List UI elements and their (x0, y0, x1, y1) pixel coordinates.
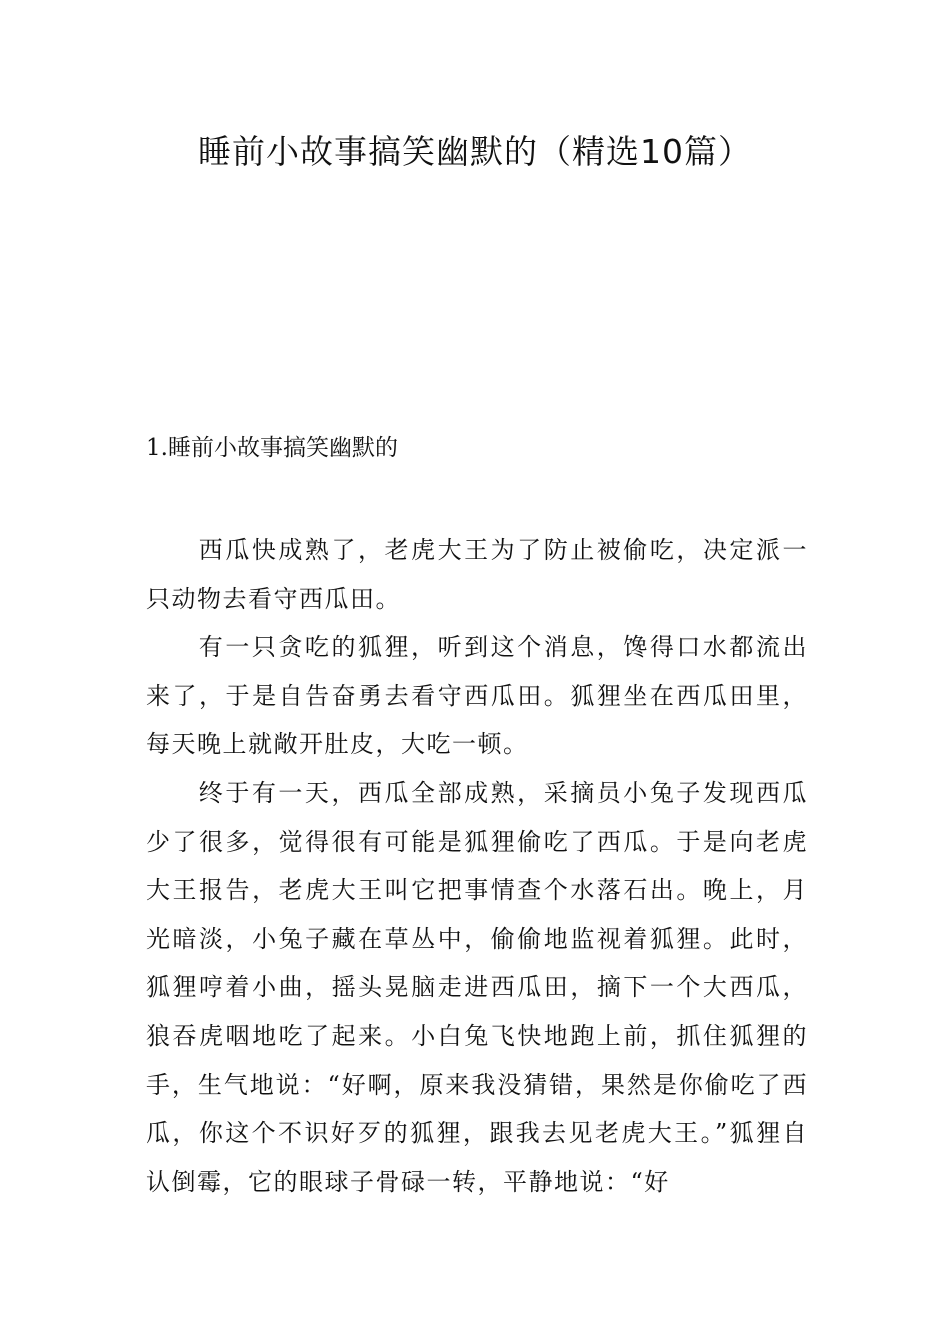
section-heading: 1.睡前小故事搞笑幽默的 (146, 435, 398, 461)
paragraph: 西瓜快成熟了，老虎大王为了防止被偷吃，决定派一只动物去看守西瓜田。 (146, 536, 808, 613)
document-title: 睡前小故事搞笑幽默的（精选10篇） (198, 132, 752, 171)
paragraph: 有一只贪吃的狐狸，听到这个消息，馋得口水都流出来了，于是自告奋勇去看守西瓜田。狐狸坐在西瓜田里，每天晚上就敞开肚皮，大吃一顿。 (146, 633, 808, 759)
paragraph: 终于有一天，西瓜全部成熟，采摘员小兔子发现西瓜少了很多，觉得很有可能是狐狸偷吃了西瓜。于是向老虎大王报告，老虎大王叫它把事情查个水落石出。晚上，月光暗淡，小兔子藏在草丛中，偷偷地监视着狐狸。此时，狐狸哼着小曲，摇头晃脑走进西瓜田，摘下一个大西瓜，狼吞虎咽地吃了起来。小白兔飞快地跑上前，抓住狐狸的手，生气地说：“好啊，原来我没猜错，果然是你偷吃了西瓜，你这个不识好歹的狐狸，跟我去见老虎大王。”狐狸自认倒霉，它的眼球子骨碌一转，平静地说：“好 (146, 778, 808, 1196)
story-body (146, 526, 808, 1206)
